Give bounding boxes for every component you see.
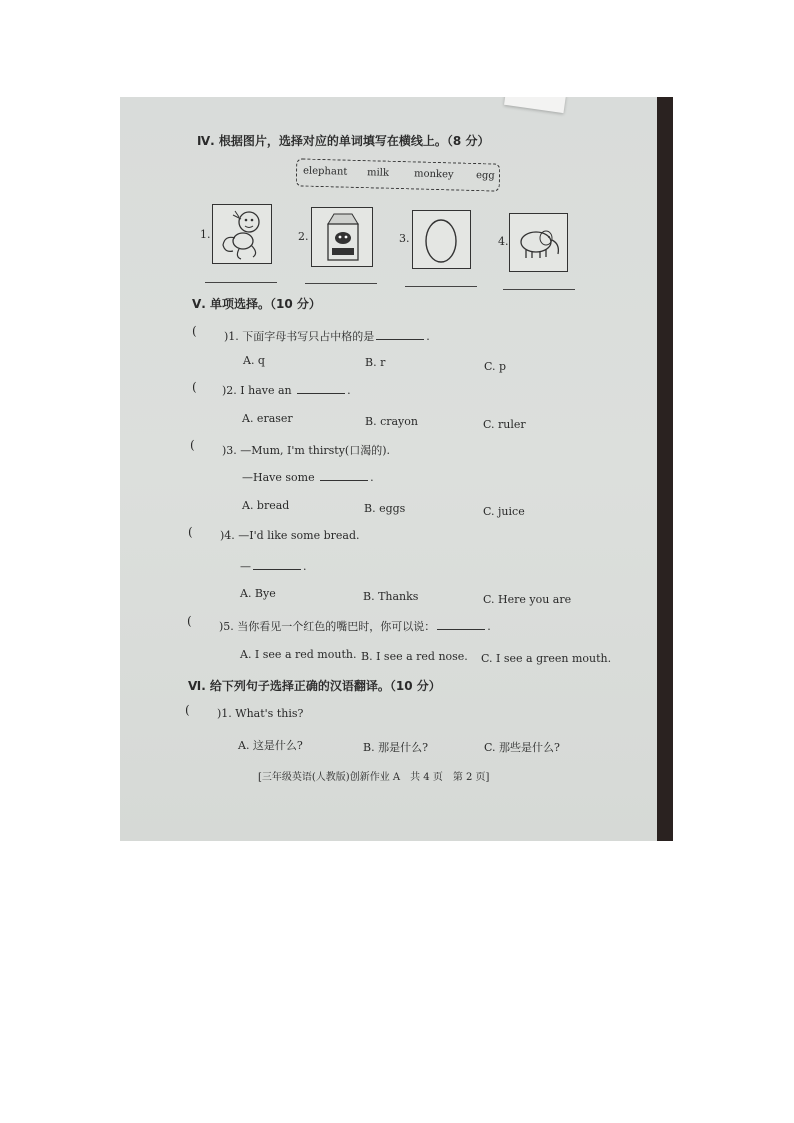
q5-1-option-b[interactable]: B. r: [365, 356, 386, 369]
q5-1-option-a[interactable]: A. q: [243, 354, 265, 367]
q5-5-option-a[interactable]: A. I see a red mouth.: [240, 648, 357, 661]
worksheet-photo: [120, 97, 673, 841]
word-milk: milk: [366, 167, 390, 179]
egg-icon: [412, 210, 471, 269]
q5-4-line2: — .: [240, 560, 307, 573]
word-elephant: elephant: [302, 165, 348, 178]
q5-5-stem: )5. 当你看见一个红色的嘴巴时，你可以说： .: [219, 620, 491, 633]
picture-number-2: 2.: [298, 230, 309, 243]
q5-5-option-c[interactable]: C. I see a green mouth.: [481, 652, 612, 665]
q5-1-option-c[interactable]: C. p: [484, 360, 507, 373]
q5-1-stem: )1. 下面字母书写只占中格的是 .: [224, 330, 430, 343]
blank[interactable]: [320, 470, 368, 481]
q5-1-paren[interactable]: (: [192, 324, 197, 338]
elephant-icon: [509, 213, 568, 272]
word-egg: egg: [475, 170, 495, 182]
answer-line-4[interactable]: [503, 289, 575, 290]
q5-3-paren[interactable]: (: [190, 438, 195, 452]
blank[interactable]: [253, 559, 301, 570]
blank[interactable]: [297, 383, 345, 394]
milk-carton-icon: [311, 207, 373, 267]
q5-2-option-b[interactable]: B. crayon: [365, 415, 418, 428]
picture-number-1: 1.: [200, 228, 211, 241]
picture-number-4: 4.: [498, 235, 509, 248]
q5-2-paren[interactable]: (: [192, 380, 197, 394]
dark-edge: [657, 97, 673, 841]
q5-3-option-a[interactable]: A. bread: [242, 499, 290, 512]
answer-line-2[interactable]: [305, 283, 377, 284]
q5-5-paren[interactable]: (: [187, 614, 192, 628]
q5-3-stem: )3. —Mum, I'm thirsty(口渴的).: [222, 444, 390, 457]
q6-1-option-a[interactable]: A. 这是什么?: [238, 739, 303, 752]
q6-1-stem: )1. What's this?: [217, 707, 304, 720]
section6-heading: Ⅵ. 给下列句子选择正确的汉语翻译。（10 分）: [188, 679, 441, 693]
q5-3-line2: —Have some .: [242, 471, 374, 484]
q5-4-option-b[interactable]: B. Thanks: [363, 590, 419, 603]
blank[interactable]: [437, 619, 485, 630]
q6-1-option-c[interactable]: C. 那些是什么?: [484, 741, 560, 754]
q5-3-option-b[interactable]: B. eggs: [364, 502, 406, 515]
q5-4-paren[interactable]: (: [188, 525, 193, 539]
word-bank: [296, 158, 501, 191]
q5-3-option-c[interactable]: C. juice: [483, 505, 525, 518]
section4-heading: Ⅳ. 根据图片，选择对应的单词填写在横线上。（8 分）: [197, 134, 490, 148]
page-footer: [三年级英语(人教版)创新作业 A 共 4 页 第 2 页]: [258, 772, 490, 783]
blank[interactable]: [376, 329, 424, 340]
monkey-icon: [212, 204, 272, 264]
q5-4-stem: )4. —I'd like some bread.: [220, 529, 360, 542]
q5-2-stem: )2. I have an .: [222, 384, 351, 397]
q5-2-option-c[interactable]: C. ruler: [483, 418, 526, 431]
answer-line-1[interactable]: [205, 282, 277, 283]
picture-number-3: 3.: [399, 232, 410, 245]
q5-2-option-a[interactable]: A. eraser: [242, 412, 293, 425]
q5-4-option-c[interactable]: C. Here you are: [483, 593, 572, 606]
q5-4-option-a[interactable]: A. Bye: [240, 587, 276, 600]
q6-1-paren[interactable]: (: [185, 703, 190, 717]
word-monkey: monkey: [413, 168, 454, 181]
answer-line-3[interactable]: [405, 286, 477, 287]
q6-1-option-b[interactable]: B. 那是什么?: [363, 741, 428, 754]
section5-heading: Ⅴ. 单项选择。（10 分）: [192, 297, 321, 311]
q5-5-option-b[interactable]: B. I see a red nose.: [361, 650, 468, 663]
paper-corner: [504, 97, 566, 113]
